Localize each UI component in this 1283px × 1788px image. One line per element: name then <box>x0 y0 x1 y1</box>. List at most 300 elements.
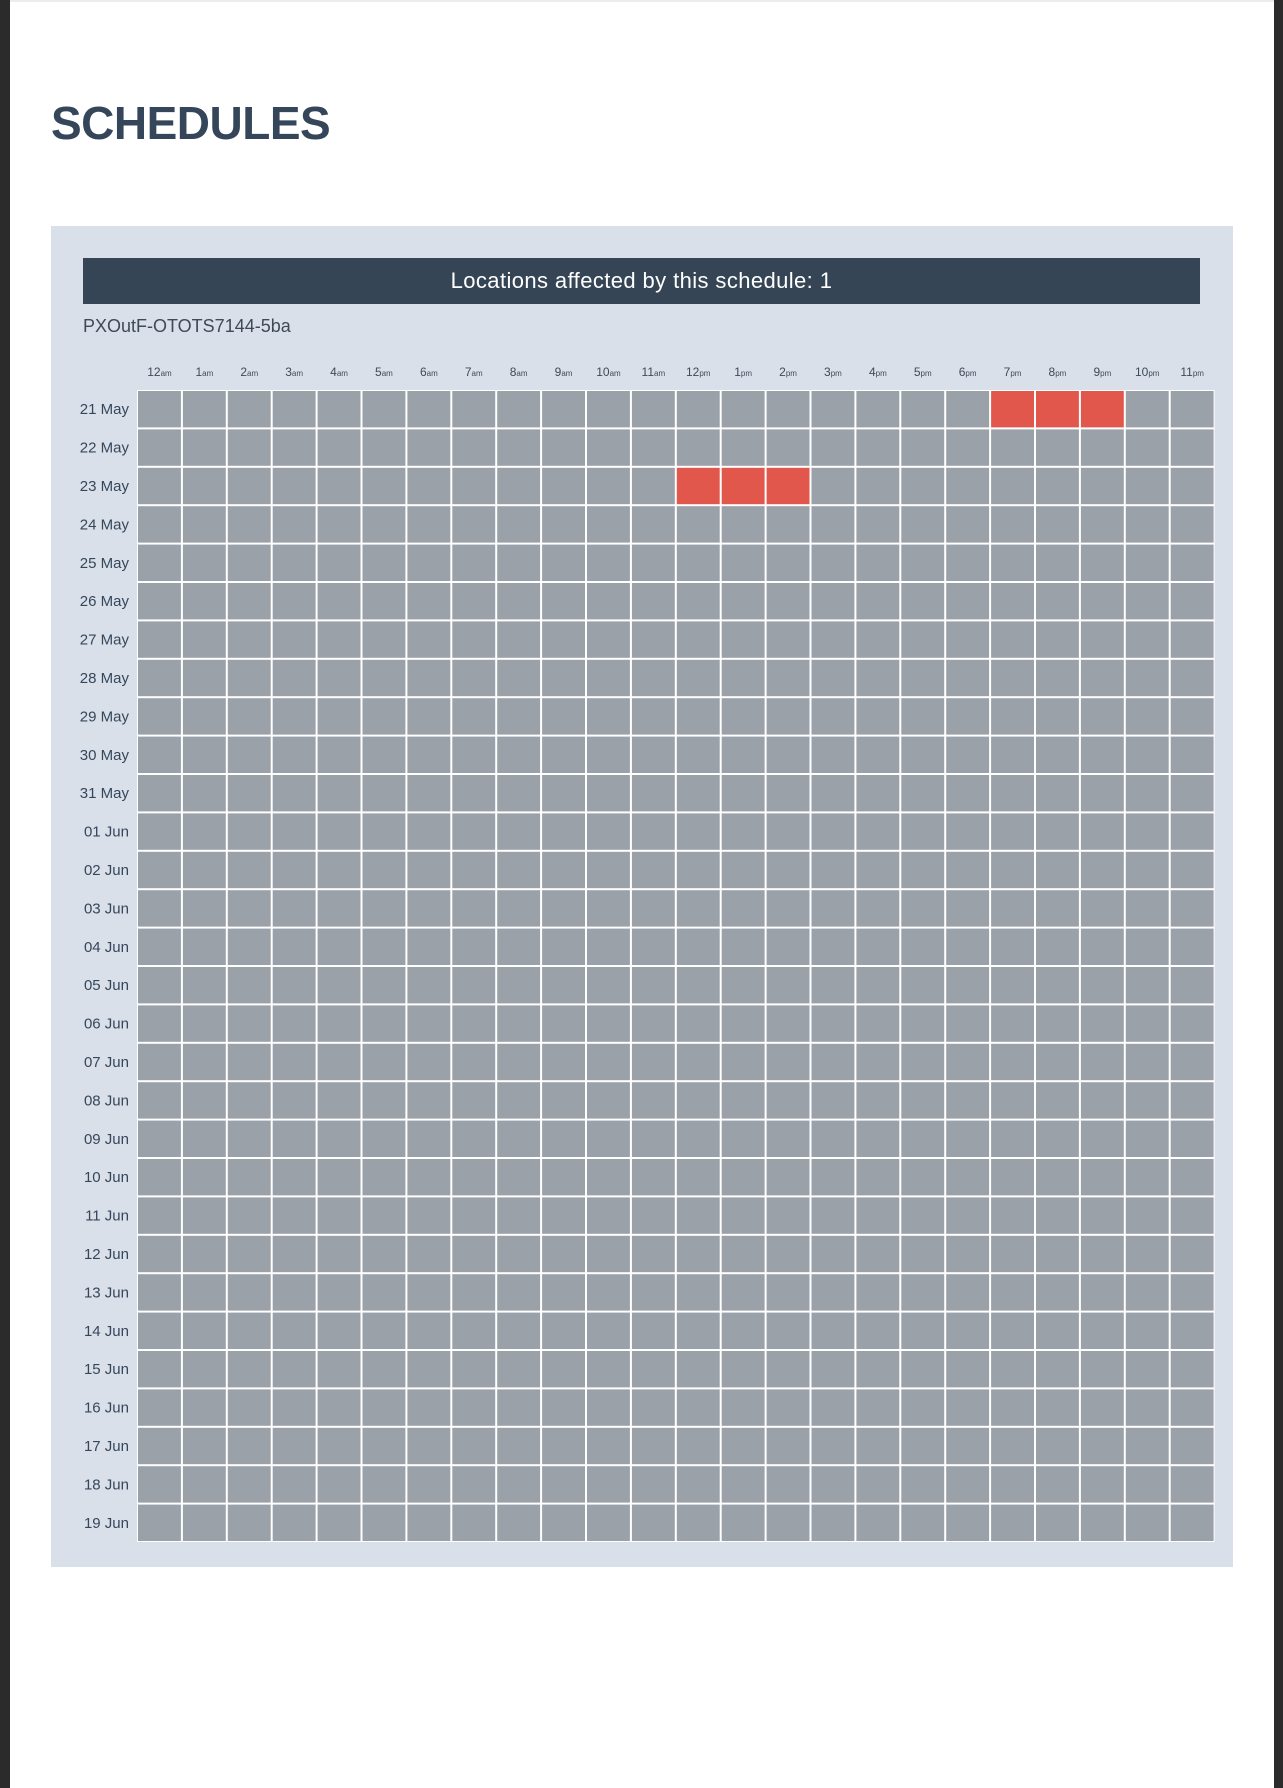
schedule-cell <box>1171 429 1214 465</box>
schedule-cell <box>856 583 899 619</box>
schedule-cell <box>856 813 899 849</box>
schedule-cell <box>273 1044 316 1080</box>
schedule-cell <box>856 1197 899 1233</box>
schedule-cell <box>363 660 406 696</box>
schedule-cell <box>632 1044 675 1080</box>
schedule-cell <box>497 545 540 581</box>
schedule-cell <box>363 1351 406 1387</box>
schedule-cell <box>946 1351 989 1387</box>
schedule-cell <box>542 967 585 1003</box>
schedule-cell <box>901 660 944 696</box>
schedule-cell <box>632 545 675 581</box>
schedule-cell <box>183 852 226 888</box>
schedule-cell <box>1171 1082 1214 1118</box>
day-label: 23 May <box>79 478 129 495</box>
schedule-cell <box>812 852 855 888</box>
schedule-cell <box>901 1428 944 1464</box>
schedule-cell <box>363 1121 406 1157</box>
schedule-cell <box>1171 660 1214 696</box>
schedule-cell <box>273 391 316 427</box>
schedule-cell <box>677 698 720 734</box>
schedule-cell <box>228 1121 271 1157</box>
day-label: 19 Jun <box>83 1514 129 1532</box>
schedule-cell <box>722 890 765 926</box>
schedule-cell <box>677 583 720 619</box>
schedule-cell <box>542 1044 585 1080</box>
schedule-cell <box>901 506 944 542</box>
schedule-cell <box>946 890 989 926</box>
schedule-cell <box>183 1121 226 1157</box>
schedule-cell <box>228 621 271 657</box>
schedule-cell <box>1081 1428 1124 1464</box>
schedule-cell <box>632 1313 675 1349</box>
schedule-cell <box>138 1044 181 1080</box>
schedule-cell <box>407 1428 450 1464</box>
schedule-cell <box>856 468 899 504</box>
schedule-cell <box>991 1159 1034 1195</box>
schedule-cell <box>183 890 226 926</box>
schedule-cell <box>991 429 1034 465</box>
schedule-cell <box>497 1082 540 1118</box>
schedule-cell <box>1081 967 1124 1003</box>
schedule-cell <box>856 545 899 581</box>
schedule-cell <box>901 1466 944 1502</box>
day-label: 18 Jun <box>83 1476 129 1494</box>
schedule-cell <box>542 1505 585 1541</box>
schedule-cell <box>318 391 361 427</box>
schedule-cell <box>138 890 181 926</box>
schedule-cell <box>138 1389 181 1425</box>
schedule-cell <box>542 1005 585 1041</box>
schedule-cell <box>407 1466 450 1502</box>
schedule-cell <box>318 583 361 619</box>
schedule-cell <box>273 1121 316 1157</box>
schedule-cell <box>318 1351 361 1387</box>
schedule-cell <box>1036 545 1079 581</box>
schedule-cell <box>452 506 495 542</box>
schedule-cell <box>812 1505 855 1541</box>
hour-label: 9am <box>554 365 573 379</box>
schedule-cell <box>722 506 765 542</box>
schedule-cell <box>677 852 720 888</box>
schedule-cell <box>273 1274 316 1310</box>
schedule-cell <box>228 890 271 926</box>
schedule-cell <box>901 967 944 1003</box>
schedule-cell <box>452 1121 495 1157</box>
hour-label: 7pm <box>1003 365 1022 379</box>
schedule-cell <box>587 391 630 427</box>
schedule-cell <box>228 852 271 888</box>
schedule-cell <box>1126 545 1169 581</box>
schedule-cell <box>767 1505 810 1541</box>
schedule-cell <box>856 660 899 696</box>
schedule-cell <box>407 1197 450 1233</box>
schedule-cell <box>767 737 810 773</box>
schedule-cell <box>407 1044 450 1080</box>
schedule-cell <box>767 1428 810 1464</box>
schedule-cell <box>318 852 361 888</box>
schedule-cell <box>497 1351 540 1387</box>
schedule-cell <box>183 506 226 542</box>
schedule-cell <box>407 813 450 849</box>
schedule-cell <box>632 583 675 619</box>
schedule-cell <box>138 698 181 734</box>
schedule-cell <box>587 1005 630 1041</box>
schedule-cell <box>318 545 361 581</box>
schedule-cell <box>183 1159 226 1195</box>
schedule-cell <box>856 1082 899 1118</box>
schedule-cell <box>228 737 271 773</box>
schedule-cell <box>407 852 450 888</box>
schedule-cell <box>497 1044 540 1080</box>
schedule-cell <box>1036 1313 1079 1349</box>
schedule-cell <box>452 1351 495 1387</box>
schedule-cell <box>228 967 271 1003</box>
schedule-cell <box>318 506 361 542</box>
schedule-cell <box>228 1044 271 1080</box>
schedule-cell <box>452 1236 495 1272</box>
schedule-cell <box>318 1313 361 1349</box>
schedule-cell <box>946 813 989 849</box>
day-label: 21 May <box>79 401 129 419</box>
schedule-cell <box>363 1197 406 1233</box>
schedule-cell <box>1126 1044 1169 1080</box>
schedule-cell <box>542 1389 585 1425</box>
schedule-cell <box>946 698 989 734</box>
schedule-cell <box>273 429 316 465</box>
schedule-cell-active <box>1036 391 1079 427</box>
schedule-cell <box>1171 890 1214 926</box>
schedule-cell <box>542 429 585 465</box>
schedule-cell <box>991 1005 1034 1041</box>
schedule-cell <box>767 1274 810 1310</box>
day-label: 15 Jun <box>83 1361 129 1379</box>
schedule-cell <box>138 737 181 773</box>
schedule-cell <box>318 1274 361 1310</box>
schedule-cell <box>587 1159 630 1195</box>
schedule-cell <box>1081 813 1124 849</box>
schedule-cell <box>812 468 855 504</box>
schedule-cell <box>722 967 765 1003</box>
schedule-cell <box>767 1313 810 1349</box>
schedule-cell <box>722 1313 765 1349</box>
schedule-cell <box>1081 852 1124 888</box>
schedule-cell <box>1081 1121 1124 1157</box>
schedule-cell <box>318 1466 361 1502</box>
schedule-cell <box>767 1389 810 1425</box>
schedule-cell <box>587 737 630 773</box>
schedule-cell <box>407 1351 450 1387</box>
schedule-cell <box>991 967 1034 1003</box>
schedule-cell <box>856 1505 899 1541</box>
schedule-cell <box>1081 506 1124 542</box>
schedule-cell <box>497 1389 540 1425</box>
schedule-cell <box>1081 660 1124 696</box>
schedule-cell <box>497 621 540 657</box>
schedule-cell <box>767 621 810 657</box>
schedule-cell <box>407 429 450 465</box>
schedule-cell <box>856 737 899 773</box>
schedule-cell <box>1081 1082 1124 1118</box>
schedule-cell <box>587 1274 630 1310</box>
schedule-cell <box>632 660 675 696</box>
schedule-cell <box>452 1005 495 1041</box>
day-label: 24 May <box>79 516 129 534</box>
schedule-cell <box>138 391 181 427</box>
schedule-cell <box>1126 967 1169 1003</box>
schedule-cell <box>812 1121 855 1157</box>
schedule-cell <box>901 621 944 657</box>
schedule-cell <box>318 1082 361 1118</box>
schedule-cell <box>677 621 720 657</box>
schedule-cell <box>991 660 1034 696</box>
schedule-cell <box>542 545 585 581</box>
schedule-cell <box>183 1428 226 1464</box>
schedule-cell <box>1171 1428 1214 1464</box>
schedule-cell <box>1036 1197 1079 1233</box>
schedule-cell <box>767 1005 810 1041</box>
hour-label: 6pm <box>958 365 977 379</box>
schedule-grid <box>51 226 1233 1567</box>
schedule-cell <box>407 391 450 427</box>
schedule-cell <box>407 468 450 504</box>
schedule-cell <box>228 775 271 811</box>
schedule-cell <box>677 1082 720 1118</box>
schedule-cell <box>587 545 630 581</box>
schedule-cell <box>542 1428 585 1464</box>
schedule-cell <box>812 929 855 965</box>
schedule-cell <box>632 506 675 542</box>
schedule-cell <box>542 1197 585 1233</box>
schedule-cell <box>542 391 585 427</box>
schedule-cell <box>138 929 181 965</box>
schedule-cell <box>1081 1005 1124 1041</box>
schedule-cell <box>1126 1313 1169 1349</box>
schedule-cell <box>1081 468 1124 504</box>
schedule-cell <box>542 1351 585 1387</box>
schedule-cell <box>1126 1351 1169 1387</box>
schedule-cell <box>991 929 1034 965</box>
schedule-cell <box>946 1505 989 1541</box>
schedule-cell <box>452 1274 495 1310</box>
schedule-cell <box>946 1159 989 1195</box>
schedule-cell <box>1036 1428 1079 1464</box>
schedule-cell <box>991 583 1034 619</box>
hour-label: 2pm <box>779 365 797 379</box>
schedule-cell <box>946 429 989 465</box>
schedule-cell <box>1036 429 1079 465</box>
schedule-cell <box>991 1121 1034 1157</box>
schedule-cell <box>1171 1005 1214 1041</box>
schedule-cell <box>1036 1389 1079 1425</box>
schedule-cell <box>1081 1159 1124 1195</box>
schedule-cell <box>946 660 989 696</box>
schedule-cell <box>901 929 944 965</box>
schedule-cell <box>183 929 226 965</box>
schedule-cell <box>228 1197 271 1233</box>
schedule-cell <box>991 775 1034 811</box>
schedule-cell <box>228 1466 271 1502</box>
schedule-cell <box>452 545 495 581</box>
schedule-cell <box>812 1313 855 1349</box>
schedule-cell <box>856 929 899 965</box>
schedule-cell <box>587 967 630 1003</box>
schedule-cell <box>1081 545 1124 581</box>
schedule-cell <box>542 506 585 542</box>
schedule-cell <box>632 813 675 849</box>
schedule-cell <box>273 1159 316 1195</box>
schedule-cell <box>1081 1236 1124 1272</box>
schedule-cell <box>856 1313 899 1349</box>
schedule-cell <box>452 852 495 888</box>
schedule-cell <box>138 468 181 504</box>
schedule-cell <box>1036 1466 1079 1502</box>
schedule-cell <box>901 1044 944 1080</box>
schedule-cell <box>452 583 495 619</box>
hour-label: 4am <box>330 365 348 379</box>
schedule-cell <box>363 775 406 811</box>
schedule-cell <box>856 967 899 1003</box>
schedule-cell <box>273 506 316 542</box>
schedule-cell <box>1126 468 1169 504</box>
schedule-cell <box>991 1389 1034 1425</box>
schedule-cell <box>1126 1505 1169 1541</box>
schedule-cell-active <box>767 468 810 504</box>
schedule-cell <box>991 1236 1034 1272</box>
schedule-cell <box>812 1389 855 1425</box>
schedule-cell <box>497 583 540 619</box>
schedule-cell <box>812 698 855 734</box>
schedule-cell <box>767 506 810 542</box>
schedule-cell <box>901 1389 944 1425</box>
schedule-cell <box>183 813 226 849</box>
schedule-cell <box>452 1197 495 1233</box>
schedule-cell <box>363 967 406 1003</box>
schedule-cell <box>138 1351 181 1387</box>
hour-label: 5am <box>375 365 393 379</box>
schedule-cell <box>1126 1005 1169 1041</box>
schedule-cell <box>1126 506 1169 542</box>
schedule-cell <box>901 890 944 926</box>
schedule-cell <box>946 1082 989 1118</box>
schedule-cell <box>1036 1274 1079 1310</box>
schedule-cell <box>587 890 630 926</box>
schedule-cell <box>1036 1505 1079 1541</box>
schedule-cell <box>812 1159 855 1195</box>
schedule-cell <box>632 1005 675 1041</box>
schedule-cell <box>901 1005 944 1041</box>
schedule-cell <box>901 852 944 888</box>
schedule-cell <box>363 1389 406 1425</box>
schedule-cell <box>722 1236 765 1272</box>
schedule-cell <box>677 1274 720 1310</box>
schedule-cell <box>318 1159 361 1195</box>
schedule-cell <box>228 429 271 465</box>
hour-label: 10pm <box>1135 365 1160 379</box>
schedule-cell <box>901 391 944 427</box>
schedule-cell <box>991 1197 1034 1233</box>
schedule-cell <box>812 1274 855 1310</box>
schedule-cell <box>363 1274 406 1310</box>
schedule-cell <box>1171 468 1214 504</box>
schedule-cell <box>856 775 899 811</box>
schedule-cell <box>632 1389 675 1425</box>
schedule-cell <box>1171 1505 1214 1541</box>
schedule-cell <box>1126 391 1169 427</box>
schedule-cell <box>812 1351 855 1387</box>
schedule-cell <box>228 1505 271 1541</box>
schedule-cell <box>632 1428 675 1464</box>
schedule-cell <box>497 1428 540 1464</box>
schedule-cell <box>677 1466 720 1502</box>
schedule-cell <box>1036 1082 1079 1118</box>
schedule-cell <box>587 1428 630 1464</box>
schedule-cell <box>677 1313 720 1349</box>
hour-label: 9pm <box>1093 365 1112 379</box>
schedule-cell <box>1171 737 1214 773</box>
schedule-cell <box>946 391 989 427</box>
schedule-cell <box>1126 1389 1169 1425</box>
schedule-cell <box>138 1466 181 1502</box>
schedule-cell <box>991 1428 1034 1464</box>
schedule-cell <box>587 468 630 504</box>
hour-label: 3am <box>285 365 304 379</box>
schedule-cell <box>407 545 450 581</box>
schedule-cell <box>1081 775 1124 811</box>
schedule-cell <box>767 1466 810 1502</box>
schedule-cell <box>542 1082 585 1118</box>
schedule-cell <box>677 391 720 427</box>
schedule-cell <box>1171 698 1214 734</box>
schedule-cell <box>901 1159 944 1195</box>
schedule-cell <box>183 429 226 465</box>
schedule-cell <box>677 660 720 696</box>
schedule-cell <box>901 1197 944 1233</box>
schedule-cell <box>991 890 1034 926</box>
schedule-cell <box>632 1274 675 1310</box>
schedule-cell <box>273 1236 316 1272</box>
schedule-cell <box>901 1236 944 1272</box>
schedule-cell <box>946 929 989 965</box>
schedule-cell <box>722 775 765 811</box>
schedule-cell <box>1081 929 1124 965</box>
schedule-cell <box>1171 1466 1214 1502</box>
schedule-cell <box>1126 429 1169 465</box>
schedule-cell <box>677 1005 720 1041</box>
schedule-cell <box>452 621 495 657</box>
schedule-cell <box>1036 698 1079 734</box>
schedule-cell <box>318 698 361 734</box>
schedule-cell <box>677 737 720 773</box>
schedule-cell <box>497 660 540 696</box>
schedule-cell <box>632 775 675 811</box>
hour-label: 11am <box>641 365 666 379</box>
schedule-cell <box>407 583 450 619</box>
schedule-cell <box>856 1236 899 1272</box>
schedule-cell <box>587 1082 630 1118</box>
schedule-cell <box>1171 1389 1214 1425</box>
schedule-cell <box>138 429 181 465</box>
schedule-cell <box>407 1159 450 1195</box>
day-label: 09 Jun <box>83 1130 129 1148</box>
day-label: 05 Jun <box>83 977 129 995</box>
schedule-cell <box>991 698 1034 734</box>
schedule-cell <box>722 583 765 619</box>
schedule-cell <box>228 1389 271 1425</box>
schedule-cell <box>901 698 944 734</box>
schedule-cell <box>856 698 899 734</box>
schedule-cell <box>1126 1274 1169 1310</box>
